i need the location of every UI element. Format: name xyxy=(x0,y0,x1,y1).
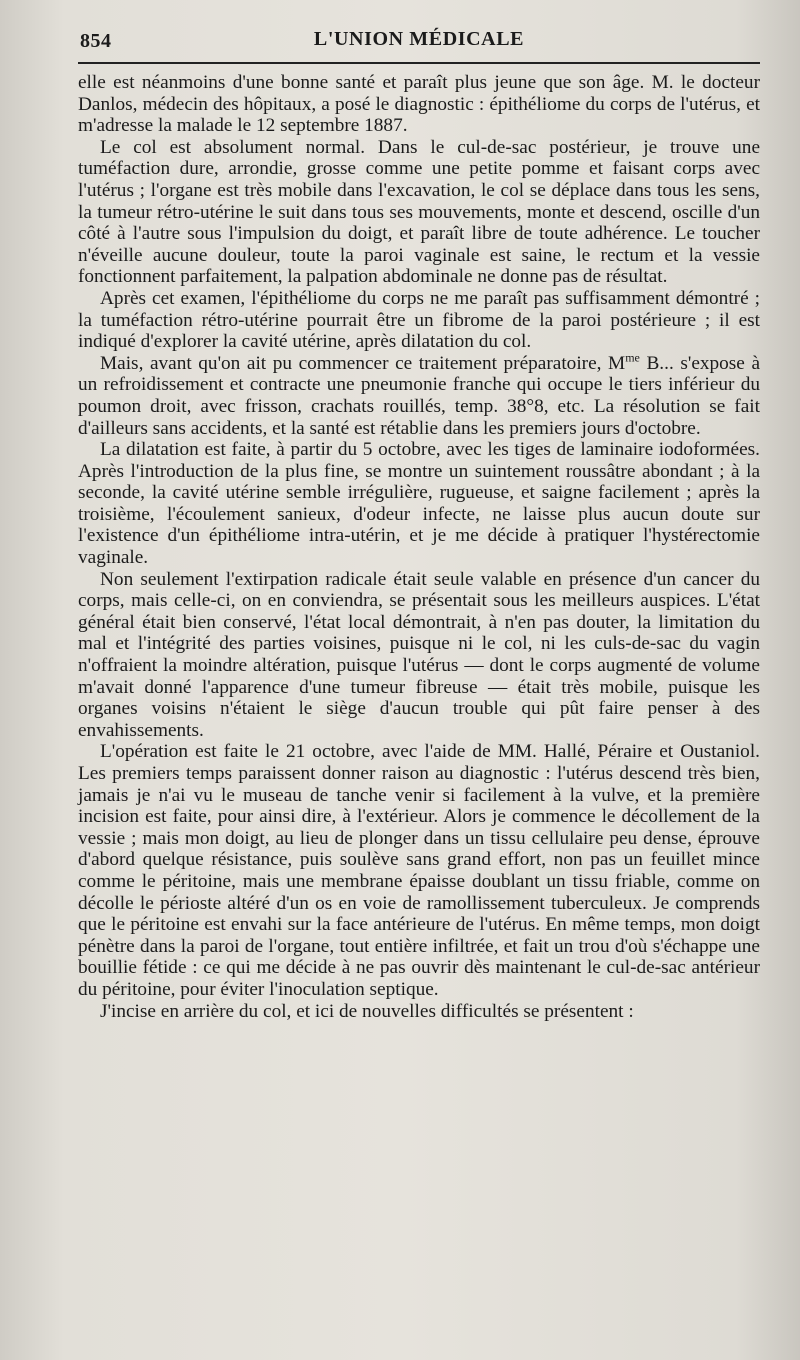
paragraph-text: B... s'expose à un refroidissement et contracte une pneumonie franche qui occupe le tiers inférieur du poumon droit, avec frisson, crachats rouillés, temp. 38°8, etc. La résolution se fait d'ailleurs sans accidents, et la santé est rétablie dans les premiers jours d'octobre. xyxy=(78,352,760,439)
page-number: 854 xyxy=(80,30,112,52)
paragraph: Le col est absolument normal. Dans le cul-de-sac postérieur, je trouve une tuméfaction dure, arrondie, grosse comme une petite pomme et faisant corps avec l'utérus ; l'organe est très mobile dans l'excavation, le col se déplace dans tous les sens, la tumeur rétro-utérine le suit dans tous ses mouvements, monte et descend, oscille d'un côté à l'autre sous l'impulsion du doigt, et paraît libre de toute adhérence. Le toucher n'éveille aucune douleur, toute la paroi vaginale est saine, le rectum et la vessie fonctionnent parfaitement, la palpation abdominale ne donne pas de résultat. xyxy=(78,136,760,288)
header-rule xyxy=(78,62,760,64)
paragraph-text: Mais, avant qu'on ait pu commencer ce traitement préparatoire, M xyxy=(100,352,626,374)
paragraph xyxy=(78,350,760,439)
paragraph: La dilatation est faite, à partir du 5 octobre, avec les tiges de laminaire iodoformées. Après l'introduction de la plus fine, se montre un suintement roussâtre abondant ; à la seconde, la cavité utérine semble irrégulière, rugueuse, et saigne facilement ; après la troisième, l'écoulement sanieux, d'odeur infecte, ne laisse plus aucun doute sur l'existence d'un épithéliome intra-utérin, et je me décide à pratiquer l'hystérectomie vaginale. xyxy=(78,439,760,569)
paragraph: elle est néanmoins d'une bonne santé et paraît plus jeune que son âge. M. le docteur Danlos, médecin des hôpitaux, a posé le diagnostic : épithéliome du corps de l'utérus, et m'adresse la malade le 12 septembre 1887. xyxy=(78,72,760,137)
paragraph: Après cet examen, l'épithéliome du corps ne me paraît pas suffisamment démontré ; la tuméfaction rétro-utérine pourrait être un fibrome de la paroi postérieure ; il est indiqué d'explorer la cavité utérine, après dilatation du col. xyxy=(78,287,760,353)
paragraph: Non seulement l'extirpation radicale était seule valable en présence d'un cancer du corps, mais celle-ci, on en conviendra, se présentait sous les meilleurs auspices. L'état général était bien conservé, l'état local démontrait, à n'en pas douter, la limitation du mal et l'intégrité des parties voisines, puisque ni le col, ni les culs-de-sac du vagin n'offraient la moindre altération, puisque l'utérus — dont le corps augmenté de volume m'avait donné l'apparence d'une tumeur fibreuse — était très mobile, puisque les organes voisins n'étaient le siège d'aucun trouble qui pût faire penser à des envahissements. xyxy=(78,568,760,741)
paragraph: L'opération est faite le 21 octobre, avec l'aide de MM. Hallé, Péraire et Oustaniol. Les premiers temps paraissent donner raison au diagnostic : l'utérus descend très bien, jamais je n'ai vu le museau de tanche venir si facilement à la vulve, et la première incision est faite, pour ainsi dire, à l'extérieur. Alors je commence le décollement de la vessie ; mais mon doigt, au lieu de plonger dans un tissu cellulaire peu dense, éprouve d'abord quelque résistance, puis soulève sans grand effort, non pas un feuillet mince comme le péritoine, mais une membrane épaisse doublant un tissu friable, comme on décolle le périoste altéré d'un os en voie de ramollissement tuberculeux. Je comprends que le péritoine est envahi sur la face antérieure de l'utérus. En même temps, mon doigt pénètre dans la paroi de l'organe, tout entière infiltrée, et fait un trou d'où s'échappe une bouillie fétide : ce qui me décide à ne pas ouvrir dès maintenant le cul-de-sac antérieur du péritoine, pour éviter l'inoculation septique. xyxy=(78,741,760,1000)
article-body xyxy=(78,72,760,1022)
superscript: me xyxy=(625,350,640,365)
page-header xyxy=(78,22,760,62)
paragraph: J'incise en arrière du col, et ici de nouvelles difficultés se présentent : xyxy=(100,1000,634,1022)
running-title: L'UNION MÉDICALE xyxy=(313,28,525,50)
